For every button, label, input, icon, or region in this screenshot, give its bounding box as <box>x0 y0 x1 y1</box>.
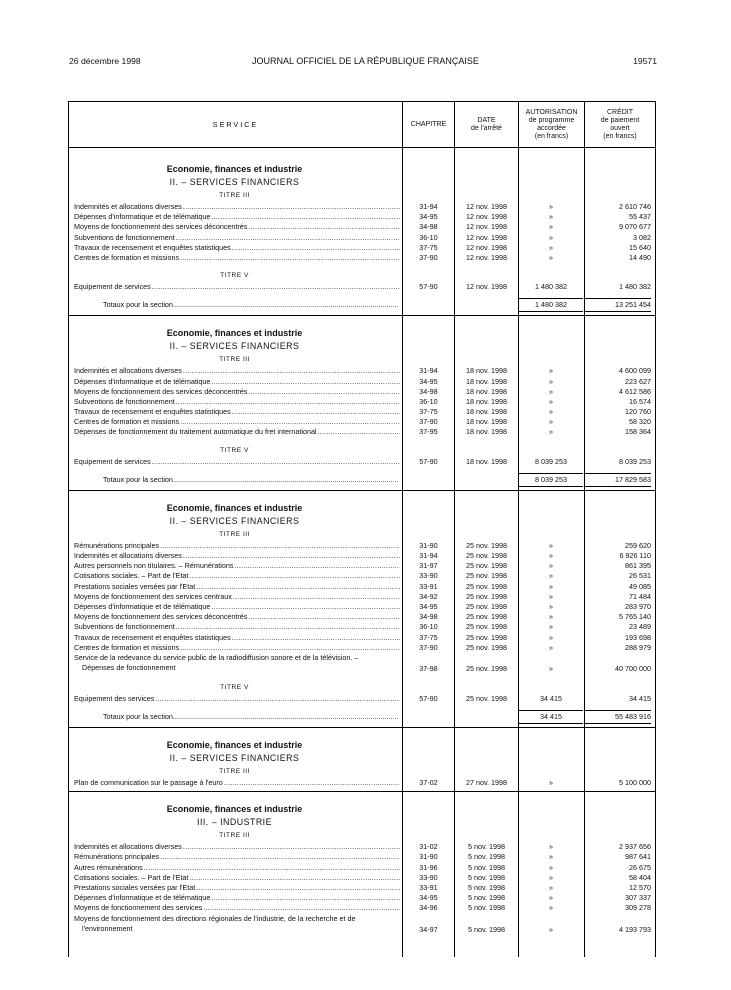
row-chapitre: 34-98 <box>419 612 438 622</box>
table-row <box>69 551 655 561</box>
row-date: 5 nov. 1998 <box>467 903 506 913</box>
row-date: 18 nov. 1998 <box>465 407 508 417</box>
row-credit: 34 415 <box>629 693 651 703</box>
row-chapitre: 37-90 <box>419 642 438 652</box>
row-date: 5 nov. 1998 <box>467 883 506 892</box>
titre-heading: TITRE V <box>220 446 249 454</box>
row-autorisation: » <box>549 407 553 417</box>
row-description: Dépenses d'informatique et de télématique ..... <box>74 212 400 222</box>
table-row <box>69 914 655 936</box>
row-credit: 58 320 <box>629 417 651 427</box>
row-description-text: Dépenses de fonctionnement <box>82 663 176 673</box>
row-date: 25 nov. 1998 <box>465 571 508 581</box>
table-row <box>69 694 655 704</box>
total-credit: 17 829 583 <box>585 473 651 487</box>
row-date: 12 nov. 1998 <box>465 282 508 292</box>
row-chapitre: 37-90 <box>419 252 438 262</box>
table-row <box>69 903 655 913</box>
row-date: 25 nov. 1998 <box>465 561 508 571</box>
table-row <box>69 233 655 243</box>
row-date: 18 nov. 1998 <box>465 366 508 376</box>
row-autorisation: » <box>549 632 553 642</box>
row-description: Prestations sociales versées par l'Etat ..... <box>74 582 400 592</box>
row-date: 18 nov. 1998 <box>465 427 508 437</box>
table-row <box>69 863 655 873</box>
row-autorisation: » <box>549 212 553 222</box>
row-description-line1: Moyens de fonctionnement des directions régionales de l'industrie, de la recherche et de <box>74 913 356 923</box>
row-autorisation: » <box>549 222 553 232</box>
table-row <box>69 407 655 417</box>
row-autorisation: » <box>549 862 553 872</box>
total-autorisation: 1 480 382 <box>519 298 583 312</box>
row-chapitre: 37-75 <box>419 242 438 252</box>
row-chapitre: 31-02 <box>419 842 438 852</box>
row-chapitre: 57-90 <box>419 282 438 292</box>
row-autorisation: » <box>549 642 553 652</box>
row-autorisation: » <box>549 663 553 673</box>
row-credit: 4 193 793 <box>619 924 651 934</box>
row-description: Cotisations sociales. – Part de l'Etat ..... <box>74 571 400 581</box>
row-chapitre: 36-10 <box>419 232 438 242</box>
table-row <box>69 377 655 387</box>
total-label: Totaux pour la section ..... <box>103 710 399 724</box>
row-autorisation: » <box>549 903 553 913</box>
row-description: Subventions de fonctionnement ..... <box>74 622 400 632</box>
table-row <box>69 653 655 675</box>
row-description: Rémunérations principales ..... <box>74 541 400 551</box>
row-autorisation: » <box>549 366 553 376</box>
row-credit: 1 480 382 <box>619 282 651 292</box>
row-description: Equipement de services ..... <box>74 457 400 467</box>
row-credit: 49 085 <box>629 581 651 591</box>
row-description: Autres rémunérations ..... <box>74 863 400 873</box>
row-chapitre: 34-95 <box>419 601 438 611</box>
header-date: 26 décembre 1998 <box>69 56 141 66</box>
table-row <box>69 387 655 397</box>
row-credit: 2 610 746 <box>619 202 651 211</box>
service-heading: II. – SERVICES FINANCIERS <box>169 515 300 526</box>
row-description: Dépenses de fonctionnement du traitement automatique du fret international ..... <box>74 427 400 437</box>
row-date: 25 nov. 1998 <box>465 601 508 611</box>
row-description: Moyens de fonctionnement des services déconcentrés ..... <box>74 222 400 232</box>
row-date: 25 nov. 1998 <box>465 540 508 550</box>
table-body <box>69 148 655 936</box>
row-chapitre: 34-95 <box>419 376 438 386</box>
row-credit: 71 484 <box>629 591 651 601</box>
row-autorisation: » <box>549 551 553 560</box>
ministry-heading: Economie, finances et industrie <box>166 804 303 815</box>
row-date: 5 nov. 1998 <box>467 842 506 852</box>
row-description: Prestations sociales versées par l'Etat ..... <box>74 883 400 893</box>
row-credit: 288 979 <box>625 642 651 652</box>
row-date: 25 nov. 1998 <box>465 551 508 560</box>
table-row <box>69 893 655 903</box>
row-credit: 4 612 586 <box>619 386 651 396</box>
row-credit: 26 531 <box>629 571 651 581</box>
header-journal-title: JOURNAL OFFICIEL DE LA RÉPUBLIQUE FRANÇAISE <box>252 56 479 66</box>
row-chapitre: 34-96 <box>419 903 438 913</box>
row-date: 25 nov. 1998 <box>465 663 508 673</box>
table-row <box>69 778 655 788</box>
row-description: Dépenses d'informatique et de télématique ..... <box>74 377 400 387</box>
table-row <box>69 397 655 407</box>
row-chapitre: 34-95 <box>419 893 438 903</box>
row-description <box>74 653 400 673</box>
row-autorisation: » <box>549 883 553 892</box>
row-description: Centres de formation et missions ..... <box>74 417 400 427</box>
row-date: 5 nov. 1998 <box>467 872 506 882</box>
row-credit: 120 760 <box>625 407 651 417</box>
table-row <box>69 222 655 232</box>
row-description: Moyens de fonctionnement des services déconcentrés ..... <box>74 612 400 622</box>
row-description: Indemnités et allocations diverses ..... <box>74 551 400 561</box>
row-credit: 23 489 <box>629 622 651 632</box>
row-description: Dépenses d'informatique et de télématique ..... <box>74 602 400 612</box>
table-row <box>69 253 655 263</box>
row-autorisation: » <box>549 893 553 903</box>
row-credit: 16 574 <box>629 396 651 406</box>
row-credit: 3 082 <box>633 232 651 242</box>
table-row <box>69 541 655 551</box>
row-date: 5 nov. 1998 <box>467 862 506 872</box>
row-date: 5 nov. 1998 <box>467 852 506 862</box>
ministry-heading: Economie, finances et industrie <box>166 740 303 751</box>
service-heading: II. – SERVICES FINANCIERS <box>169 177 300 187</box>
titre-heading: TITRE III <box>219 356 250 364</box>
total-autorisation: 34 415 <box>519 710 583 724</box>
row-autorisation: » <box>549 581 553 591</box>
row-credit: 9 070 677 <box>619 222 651 232</box>
row-chapitre: 31-94 <box>419 551 438 560</box>
row-chapitre: 31-90 <box>419 852 438 862</box>
row-autorisation: » <box>549 852 553 862</box>
table-row <box>69 561 655 571</box>
row-chapitre: 34-97 <box>419 924 438 934</box>
row-credit: 158 364 <box>625 427 651 437</box>
titre-heading: TITRE III <box>219 768 250 776</box>
row-credit: 283 970 <box>625 601 651 611</box>
row-credit: 259 620 <box>625 540 651 550</box>
row-chapitre: 36-10 <box>419 622 438 632</box>
total-credit: 55 483 916 <box>585 710 651 724</box>
row-date: 25 nov. 1998 <box>465 622 508 632</box>
row-description: Autres personnels non titulaires. – Rémunérations ..... <box>74 561 400 571</box>
row-description-text: l'environnement <box>82 923 133 933</box>
titre-heading: TITRE III <box>219 192 250 199</box>
row-credit: 14 490 <box>629 252 651 262</box>
row-autorisation: » <box>549 924 553 934</box>
row-date: 12 nov. 1998 <box>465 202 508 211</box>
row-credit: 5 765 140 <box>619 612 651 622</box>
row-autorisation: » <box>549 242 553 252</box>
table-row <box>69 571 655 581</box>
row-chapitre: 34-92 <box>419 591 438 601</box>
row-description: Subventions de fonctionnement ..... <box>74 397 400 407</box>
total-label: Totaux pour la section ..... <box>103 473 399 487</box>
row-chapitre: 37-75 <box>419 632 438 642</box>
row-description: Moyens de fonctionnement des services ..... <box>74 903 400 913</box>
row-credit: 58 404 <box>629 872 651 882</box>
row-description: Centres de formation et missions ..... <box>74 253 400 263</box>
total-autorisation: 8 039 253 <box>519 473 583 487</box>
row-autorisation: » <box>549 872 553 882</box>
row-date: 18 nov. 1998 <box>465 417 508 427</box>
row-credit: 223 627 <box>625 376 651 386</box>
col-header-service: SERVICE <box>212 119 259 129</box>
service-heading: II. – SERVICES FINANCIERS <box>169 753 300 764</box>
row-credit: 307 337 <box>625 893 651 903</box>
table-row <box>69 602 655 612</box>
page-header <box>0 56 731 70</box>
row-autorisation: » <box>549 376 553 386</box>
row-chapitre: 31-94 <box>419 366 438 376</box>
row-description: Moyens de fonctionnement des services centraux ..... <box>74 592 400 602</box>
section-total-row <box>69 473 655 487</box>
row-date: 18 nov. 1998 <box>465 376 508 386</box>
row-date: 12 nov. 1998 <box>465 242 508 252</box>
row-chapitre: 34-98 <box>419 222 438 232</box>
row-chapitre: 37-75 <box>419 407 438 417</box>
row-description: Equipement de services ..... <box>74 282 400 292</box>
row-description: Indemnités et allocations diverses ..... <box>74 366 400 376</box>
row-date: 25 nov. 1998 <box>465 591 508 601</box>
section-total-row <box>69 710 655 724</box>
row-chapitre: 31-90 <box>419 540 438 550</box>
row-chapitre: 57-90 <box>419 693 438 703</box>
table-row <box>69 842 655 852</box>
row-credit: 8 039 253 <box>619 456 651 466</box>
row-credit: 309 278 <box>625 903 651 913</box>
row-description: Indemnités et allocations diverses ..... <box>74 842 400 852</box>
table-row <box>69 212 655 222</box>
row-credit: 40 700 000 <box>615 663 651 673</box>
row-chapitre: 31-94 <box>419 202 438 211</box>
ministry-heading: Economie, finances et industrie <box>166 164 303 174</box>
row-description <box>74 914 400 934</box>
row-chapitre: 37-02 <box>419 778 438 788</box>
row-chapitre: 37-95 <box>419 427 438 437</box>
titre-heading: TITRE V <box>220 272 249 280</box>
row-credit: 6 926 110 <box>619 551 651 560</box>
row-date: 5 nov. 1998 <box>467 924 506 934</box>
row-description: Indemnités et allocations diverses ..... <box>74 202 400 212</box>
table-row <box>69 883 655 893</box>
service-heading: III. – INDUSTRIE <box>197 817 272 828</box>
row-autorisation: » <box>549 612 553 622</box>
row-date: 12 nov. 1998 <box>465 232 508 242</box>
row-credit: 55 437 <box>629 212 651 222</box>
row-autorisation: » <box>549 232 553 242</box>
row-date: 18 nov. 1998 <box>465 396 508 406</box>
row-description: Moyens de fonctionnement des services déconcentrés ..... <box>74 387 400 397</box>
row-credit: 15 640 <box>629 242 651 252</box>
row-autorisation: » <box>549 540 553 550</box>
row-description: Dépenses d'informatique et de télématique ..... <box>74 893 400 903</box>
total-credit: 13 251 454 <box>585 298 651 312</box>
row-autorisation: » <box>549 202 553 211</box>
row-autorisation: 34 415 <box>540 693 562 703</box>
table-row <box>69 873 655 883</box>
row-description: Subventions de fonctionnement ..... <box>74 233 400 243</box>
row-autorisation: » <box>549 252 553 262</box>
table-row <box>69 427 655 437</box>
table-row <box>69 417 655 427</box>
table-row <box>69 202 655 212</box>
row-description: Travaux de recensement et enquêtes statistiques ..... <box>74 407 400 417</box>
row-autorisation: » <box>549 571 553 581</box>
row-description: Cotisations sociales. – Part de l'Etat ..... <box>74 873 400 883</box>
row-chapitre: 34-95 <box>419 212 438 222</box>
row-description: Travaux de recensement et enquêtes statistiques ..... <box>74 633 400 643</box>
total-label: Totaux pour la section ..... <box>103 298 399 312</box>
row-chapitre: 33-90 <box>419 571 438 581</box>
row-description: Plan de communication sur le passage à l'euro ..... <box>74 778 400 788</box>
row-chapitre: 33-90 <box>419 872 438 882</box>
row-autorisation: » <box>549 561 553 571</box>
row-description: Centres de formation et missions ..... <box>74 643 400 653</box>
row-autorisation: » <box>549 622 553 632</box>
col-header-autorisation: AUTORISATION de programme accordée (en francs) <box>525 108 578 140</box>
table-row <box>69 852 655 862</box>
row-chapitre: 57-90 <box>419 456 438 466</box>
budget-table <box>68 101 656 957</box>
row-credit: 193 698 <box>625 632 651 642</box>
row-autorisation: » <box>549 601 553 611</box>
table-row <box>69 457 655 467</box>
row-credit: 2 937 656 <box>619 842 651 852</box>
row-autorisation: 8 039 253 <box>535 456 567 466</box>
row-autorisation: » <box>549 417 553 427</box>
service-heading: II. – SERVICES FINANCIERS <box>169 341 300 352</box>
row-autorisation: » <box>549 778 553 788</box>
row-autorisation: » <box>549 591 553 601</box>
table-row <box>69 633 655 643</box>
row-chapitre: 34-98 <box>419 386 438 396</box>
ministry-heading: Economie, finances et industrie <box>166 328 303 339</box>
row-date: 25 nov. 1998 <box>465 632 508 642</box>
row-chapitre: 37-98 <box>419 663 438 673</box>
row-credit: 861 395 <box>625 561 651 571</box>
row-date: 27 nov. 1998 <box>465 778 508 788</box>
row-description: Rémunérations principales ..... <box>74 852 400 862</box>
col-header-chapitre: CHAPITRE <box>410 120 447 128</box>
row-credit: 987 641 <box>625 852 651 862</box>
row-chapitre: 33-91 <box>419 883 438 892</box>
row-description-line2 <box>74 924 400 934</box>
row-autorisation: 1 480 382 <box>535 282 567 292</box>
row-date: 12 nov. 1998 <box>465 252 508 262</box>
row-description-line2 <box>74 663 400 673</box>
row-autorisation: » <box>549 427 553 437</box>
table-row <box>69 282 655 292</box>
row-chapitre: 36-10 <box>419 396 438 406</box>
row-date: 12 nov. 1998 <box>465 222 508 232</box>
table-row <box>69 612 655 622</box>
row-description-line1: Service de la redevance du service public de la radiodiffusion sonore et de la télévision. – <box>74 652 359 662</box>
row-credit: 12 570 <box>629 883 651 892</box>
table-row <box>69 243 655 253</box>
col-header-credit: CRÉDIT de paiement ouvert (en francs) <box>600 108 640 140</box>
table-row <box>69 366 655 376</box>
section-total-row <box>69 298 655 312</box>
row-date: 12 nov. 1998 <box>465 212 508 222</box>
row-date: 18 nov. 1998 <box>465 456 508 466</box>
col-header-date: DATE de l'arrêté <box>471 116 502 132</box>
row-autorisation: » <box>549 842 553 852</box>
row-description: Equipement des services ..... <box>74 694 400 704</box>
row-date: 25 nov. 1998 <box>465 581 508 591</box>
row-credit: 4 600 099 <box>619 366 651 376</box>
titre-heading: TITRE III <box>219 530 250 538</box>
row-date: 5 nov. 1998 <box>467 893 506 903</box>
row-date: 25 nov. 1998 <box>465 642 508 652</box>
row-credit: 5 100 000 <box>619 778 651 788</box>
table-row <box>69 622 655 632</box>
row-credit: 26 675 <box>629 862 651 872</box>
row-date: 25 nov. 1998 <box>465 693 508 703</box>
row-date: 18 nov. 1998 <box>465 386 508 396</box>
header-page-number: 19571 <box>633 56 657 66</box>
titre-heading: TITRE III <box>219 832 250 840</box>
row-date: 25 nov. 1998 <box>465 612 508 622</box>
row-chapitre: 33-91 <box>419 581 438 591</box>
table-row <box>69 582 655 592</box>
row-description: Travaux de recensement et enquêtes statistiques ..... <box>74 243 400 253</box>
table-row <box>69 643 655 653</box>
row-autorisation: » <box>549 396 553 406</box>
row-chapitre: 31-96 <box>419 862 438 872</box>
table-row <box>69 592 655 602</box>
ministry-heading: Economie, finances et industrie <box>166 502 303 513</box>
row-chapitre: 31-97 <box>419 561 438 571</box>
row-autorisation: » <box>549 386 553 396</box>
titre-heading: TITRE V <box>220 683 249 691</box>
row-chapitre: 37-90 <box>419 417 438 427</box>
